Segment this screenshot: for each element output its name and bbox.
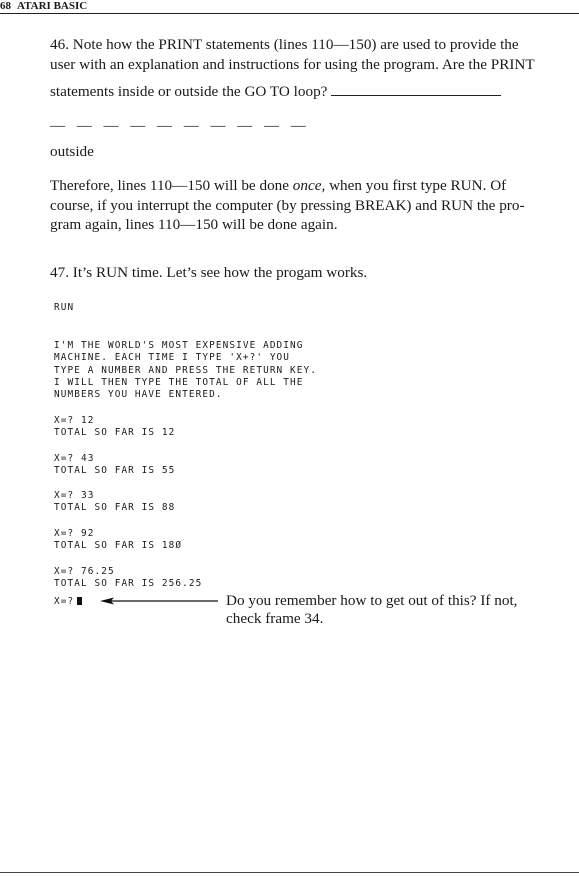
frame46-explanation-line3: gram again, lines 110—150 will be done again. (50, 216, 338, 233)
frame47-intro: 47. It’s RUN time. Let’s see how the progam works. (50, 264, 368, 281)
entry-total: TOTAL SO FAR IS 18Ø (54, 540, 183, 552)
entry-total: TOTAL SO FAR IS 12 (54, 427, 176, 439)
answer-separator: — — — — — — — — — — (50, 118, 310, 134)
running-title: ATARI BASIC (17, 0, 88, 12)
frame46-question (50, 81, 550, 103)
program-intro-line: TYPE A NUMBER AND PRESS THE RETURN KEY. (54, 364, 318, 376)
entry-total: TOTAL SO FAR IS 55 (54, 465, 176, 477)
entry-prompt: X=? 12 (54, 415, 95, 427)
program-intro-line: I WILL THEN TYPE THE TOTAL OF ALL THE (54, 376, 304, 388)
program-intro-line: NUMBERS YOU HAVE ENTERED. (54, 389, 223, 401)
entry-prompt: X=? 33 (54, 490, 95, 502)
frame46-line3: statements inside or outside the GO TO loop? (50, 83, 328, 100)
expl-pre: Therefore, lines 110—150 will be done (50, 177, 293, 194)
page-header (0, 0, 579, 14)
last-prompt-line (54, 596, 82, 608)
frame46-explanation-line1 (50, 175, 550, 197)
answer-blank (331, 83, 501, 96)
program-intro-line: I'M THE WORLD'S MOST EXPENSIVE ADDING (54, 340, 304, 352)
entry-total: TOTAL SO FAR IS 256.25 (54, 578, 203, 590)
frame46-explanation-line2: course, if you interrupt the computer (by pressing BREAK) and RUN the pro- (50, 197, 525, 214)
frame46-answer: outside (50, 143, 94, 160)
entry-prompt: X=? 43 (54, 453, 95, 465)
expl-emphasis: once, (292, 177, 326, 194)
entry-prompt: X=? 76.25 (54, 566, 115, 578)
last-prompt: X=? (54, 596, 75, 607)
question-line1: Do you remember how to get out of this? If not, (226, 592, 518, 609)
entry-prompt: X=? 92 (54, 528, 95, 540)
program-intro-block (54, 328, 317, 413)
page-number: 68 (0, 0, 11, 12)
cursor-icon (77, 597, 82, 605)
program-intro-line: MACHINE. EACH TIME I TYPE 'X+?' YOU (54, 352, 291, 364)
question-line2: check frame 34. (226, 610, 324, 627)
arrow-left-icon (100, 596, 218, 606)
frame46-line2: user with an explanation and instructions for using the program. Are the PRINT (50, 56, 535, 73)
entry-total: TOTAL SO FAR IS 88 (54, 502, 176, 514)
footer-rule (0, 872, 579, 873)
frame46-line1: 46. Note how the PRINT statements (lines 110—150) are used to provide the (50, 36, 519, 53)
run-command: RUN (54, 302, 75, 313)
expl-post: when you first type RUN. Of (325, 177, 507, 194)
